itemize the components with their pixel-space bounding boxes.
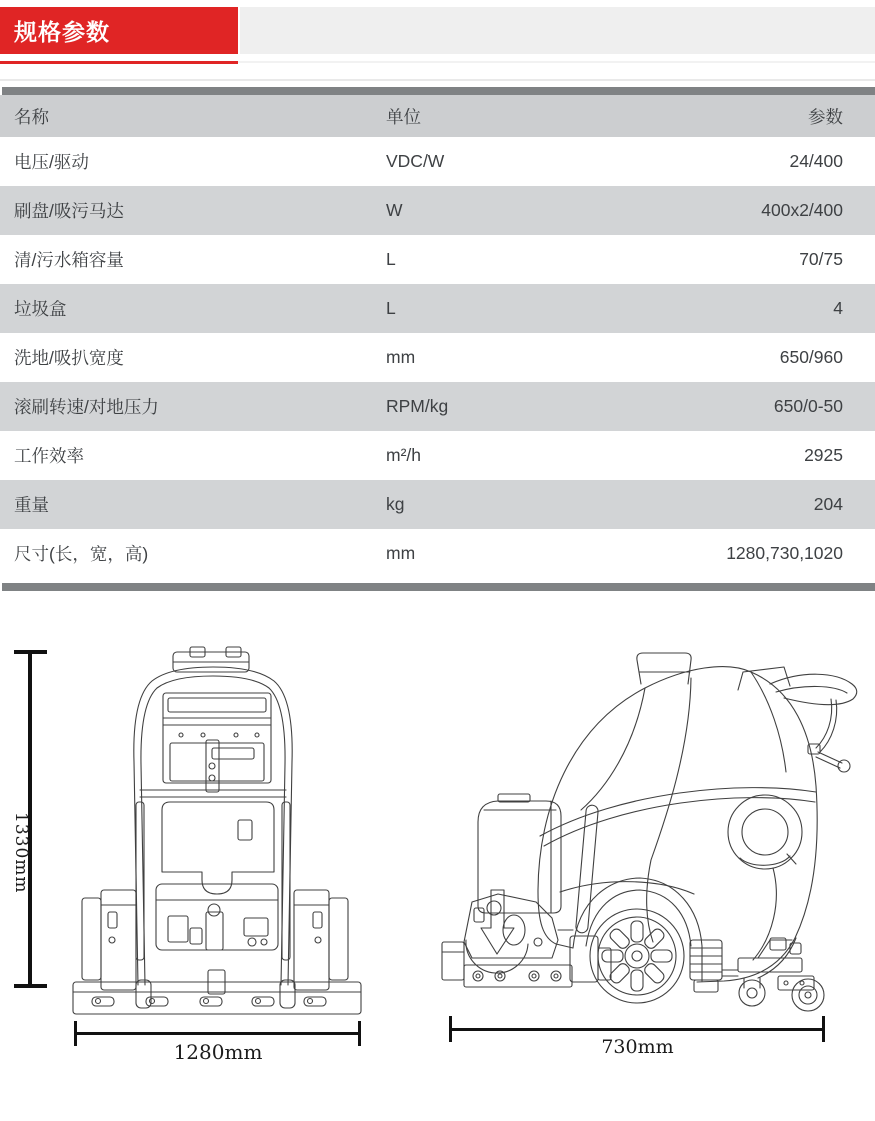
down-arrow-icon bbox=[481, 890, 514, 954]
row-value-cell: 24/400 bbox=[789, 151, 843, 171]
header-value-cell: 参数 bbox=[808, 106, 843, 127]
header-name-cell: 名称 bbox=[14, 106, 49, 127]
table-row bbox=[0, 284, 875, 333]
row-name-cell: 尺寸(长，宽，高) bbox=[14, 544, 149, 564]
title-light-underline bbox=[238, 61, 875, 63]
table-row bbox=[0, 333, 875, 382]
table-row bbox=[0, 431, 875, 480]
row-name-cell: 刷盘/吸污马达 bbox=[14, 201, 124, 221]
row-unit-cell: VDC/W bbox=[386, 151, 445, 171]
row-value-cell: 650/960 bbox=[779, 347, 843, 367]
table-row bbox=[0, 529, 875, 578]
row-value-cell: 1280,730,1020 bbox=[726, 543, 843, 563]
row-name-cell: 垃圾盒 bbox=[14, 299, 67, 319]
row-unit-cell: L bbox=[386, 249, 396, 269]
row-unit-cell: kg bbox=[386, 494, 405, 514]
row-name-cell: 清/污水箱容量 bbox=[14, 250, 124, 270]
row-value-cell: 2925 bbox=[804, 445, 843, 465]
header-unit-cell: 单位 bbox=[386, 106, 421, 127]
row-unit-cell: mm bbox=[386, 347, 416, 367]
section-title: 规格参数 bbox=[14, 19, 110, 45]
brush-head-assembly bbox=[442, 890, 611, 987]
table-row bbox=[0, 137, 875, 186]
row-value-cell: 70/75 bbox=[799, 249, 843, 269]
table-bottom-border bbox=[2, 583, 875, 591]
row-name-cell: 工作效率 bbox=[14, 446, 84, 466]
title-red-underline bbox=[0, 61, 238, 64]
row-value-cell: 650/0-50 bbox=[773, 396, 843, 416]
spec-table bbox=[0, 95, 875, 578]
row-value-cell: 400x2/400 bbox=[761, 200, 843, 220]
table-row bbox=[0, 186, 875, 235]
row-name-cell: 重量 bbox=[14, 495, 49, 515]
rear-squeegee-assembly bbox=[738, 938, 824, 1011]
length-dimension-label: 1280mm bbox=[173, 1040, 263, 1064]
row-unit-cell: m²/h bbox=[386, 445, 421, 465]
row-name-cell: 滚刷转速/对地压力 bbox=[14, 397, 159, 417]
handlebar bbox=[770, 674, 857, 772]
table-top-border bbox=[2, 87, 875, 95]
row-unit-cell: RPM/kg bbox=[386, 396, 449, 416]
row-value-cell: 4 bbox=[833, 298, 843, 318]
table-header-row bbox=[0, 95, 875, 137]
table-row bbox=[0, 480, 875, 529]
width-dimension-label: 730mm bbox=[601, 1036, 674, 1058]
row-name-cell: 洗地/吸扒宽度 bbox=[14, 348, 124, 368]
header-divider-line bbox=[0, 79, 875, 81]
height-dimension-label: 1330mm bbox=[11, 812, 31, 894]
title-side-panel bbox=[240, 7, 875, 54]
section-title-box bbox=[0, 7, 238, 54]
row-value-cell: 204 bbox=[813, 494, 843, 514]
table-row bbox=[0, 235, 875, 284]
table-row bbox=[0, 382, 875, 431]
row-unit-cell: W bbox=[386, 200, 403, 220]
front-wheel bbox=[590, 909, 684, 1003]
side-view-drawing bbox=[440, 640, 875, 1040]
row-name-cell: 电压/驱动 bbox=[14, 152, 89, 172]
row-unit-cell: L bbox=[386, 298, 396, 318]
row-unit-cell: mm bbox=[386, 543, 416, 563]
front-view-drawing bbox=[0, 640, 390, 1040]
